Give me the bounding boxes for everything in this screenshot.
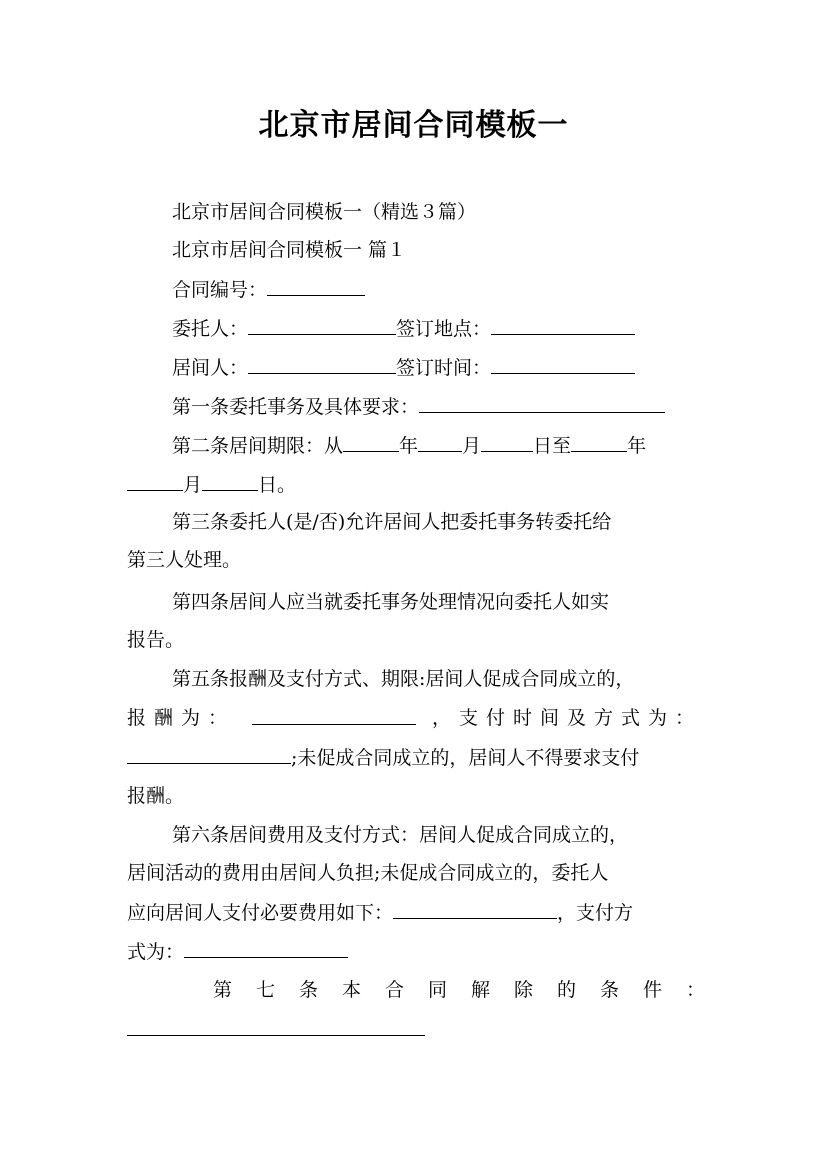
article-1 <box>172 394 665 419</box>
end-day-label: 日。 <box>258 474 297 496</box>
broker-label: 居间人： <box>172 357 249 379</box>
payment-method-blank <box>184 939 348 958</box>
sign-place-label: 签订地点： <box>396 318 492 340</box>
article-1-blank <box>419 394 665 413</box>
article-5-line-1: 第五条报酬及支付方式、期限:居间人促成合同成立的， <box>172 668 635 690</box>
end-month-blank <box>127 472 183 491</box>
start-month-blank <box>418 433 462 452</box>
article-6-line-1: 第六条居间费用及支付方式：居间人促成合同成立的， <box>172 824 629 846</box>
necessary-fee-blank <box>393 900 557 919</box>
article-5-line-2 <box>127 706 702 730</box>
payment-time-blank <box>127 745 291 764</box>
contract-number-blank <box>267 277 365 296</box>
start-day-blank <box>481 433 533 452</box>
reward-blank <box>252 706 416 725</box>
article-6-line-3 <box>127 900 633 925</box>
article-1-text: 第一条委托事务及具体要求： <box>172 396 420 418</box>
end-month-label: 月 <box>183 474 203 496</box>
article-5-line-4: 报酬。 <box>127 785 185 807</box>
article-7: 第七条本合同解除的条件： <box>213 979 730 1001</box>
contract-number-row <box>172 277 365 302</box>
section-heading: 北京市居间合同模板一 篇１ <box>172 239 407 261</box>
article-3-line-2: 第三人处理。 <box>127 549 242 571</box>
reward-label: 报酬为： <box>127 707 236 729</box>
broker-blank <box>248 355 396 374</box>
broker-row <box>172 355 635 380</box>
payment-method-label: ，支付方 <box>557 902 634 924</box>
article-7-line-2 <box>127 1017 425 1042</box>
article-4-line-2: 报告。 <box>127 629 185 651</box>
termination-blank <box>127 1017 425 1036</box>
day-to-label: 日至 <box>533 435 572 457</box>
client-label: 委托人： <box>172 318 249 340</box>
article-4-line-1: 第四条居间人应当就委托事务处理情况向委托人如实 <box>172 591 610 613</box>
client-row <box>172 316 635 341</box>
start-year-blank <box>343 433 399 452</box>
contract-number-label: 合同编号： <box>172 279 268 301</box>
article-6-line-2: 居间活动的费用由居间人负担;未促成合同成立的，委托人 <box>127 862 609 884</box>
end-year-blank <box>571 433 627 452</box>
sign-time-label: 签订时间： <box>396 357 492 379</box>
document-title: 北京市居间合同模板一 <box>258 108 569 143</box>
payment-method-label-2: 式为： <box>127 941 185 963</box>
month-label: 月 <box>462 435 482 457</box>
article-2-line-2 <box>127 472 296 497</box>
necessary-fee-label: 应向居间人支付必要费用如下： <box>127 902 394 924</box>
article-2-text: 第二条居间期限：从 <box>172 435 344 457</box>
article-3-line-1: 第三条委托人(是/否)允许居间人把委托事务转委托给 <box>172 511 612 533</box>
document-subtitle: 北京市居间合同模板一（精选３篇） <box>172 201 477 223</box>
sign-place-blank <box>491 316 635 335</box>
year-label: 年 <box>399 435 419 457</box>
article-5-line-3-text: ;未促成合同成立的，居间人不得要求支付 <box>291 747 640 769</box>
end-year-label: 年 <box>627 435 647 457</box>
sign-time-blank <box>491 355 635 374</box>
client-blank <box>248 316 396 335</box>
payment-time-label: ，支付时间及方式为： <box>431 707 702 729</box>
article-2-line-1 <box>172 433 646 458</box>
article-6-line-4 <box>127 939 348 964</box>
article-5-line-3 <box>127 745 639 770</box>
end-day-blank <box>202 472 258 491</box>
